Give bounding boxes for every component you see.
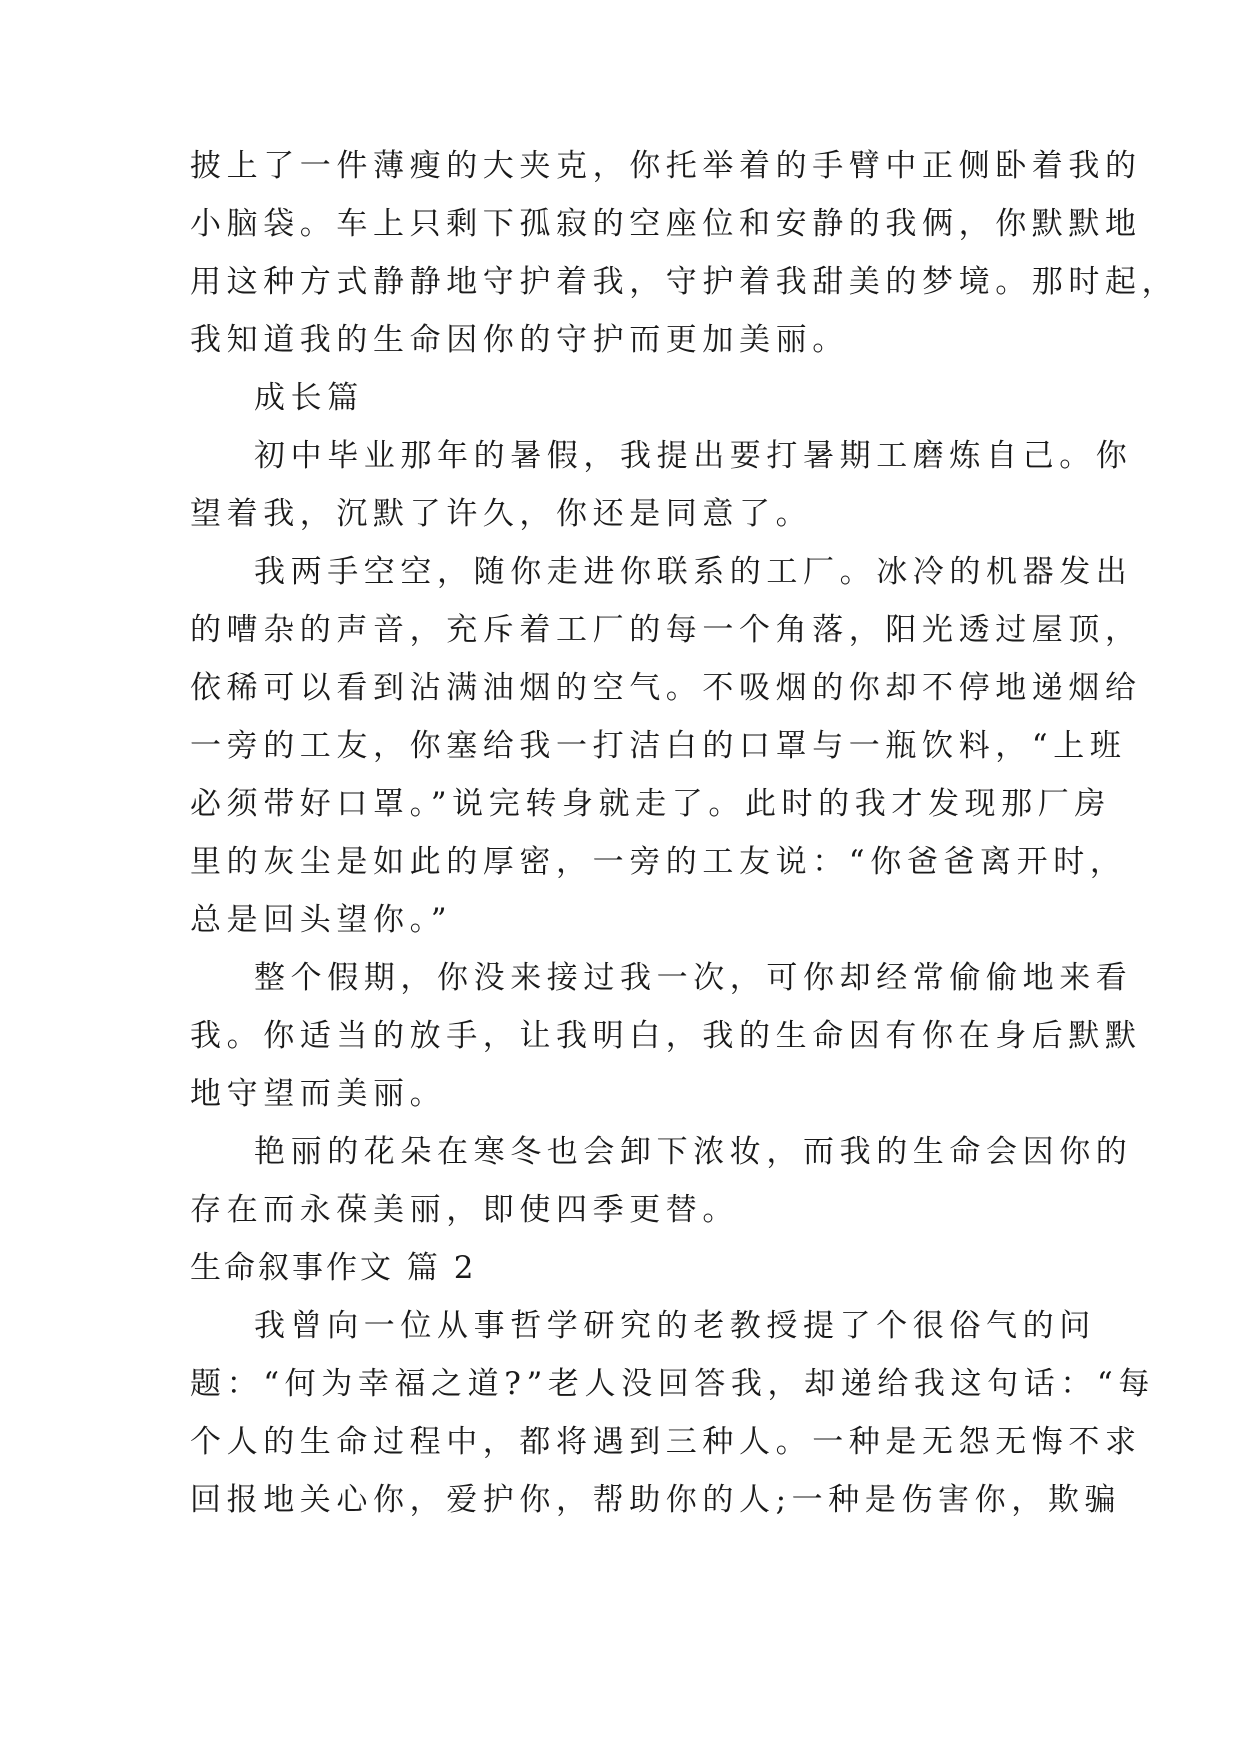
text-line: 我知道我的生命因你的守护而更加美丽。 [190, 322, 849, 358]
text-line: 的嘈杂的声音，充斥着工厂的每一个角落，阳光透过屋顶， [190, 612, 1142, 648]
text-line: 整个假期，你没来接过我一次，可你却经常偷偷地来看 [254, 960, 1133, 996]
body-text [190, 137, 1179, 1529]
text-line: 用这种方式静静地守护着我，守护着我甜美的梦境。那时起， [190, 264, 1179, 300]
text-line: 地守望而美丽。 [190, 1076, 447, 1112]
text-line: 初中毕业那年的暑假，我提出要打暑期工磨炼自己。你 [254, 438, 1133, 474]
text-line: 题：“何为幸福之道?”老人没回答我，却递给我这句话：“每 [190, 1366, 1155, 1402]
text-line: 存在而永葆美丽，即使四季更替。 [190, 1192, 739, 1228]
text-line: 回报地关心你，爱护你，帮助你的人;一种是伤害你，欺骗 [190, 1482, 1122, 1518]
text-line: 艳丽的花朵在寒冬也会卸下浓妆，而我的生命会因你的 [254, 1134, 1133, 1170]
text-line: 我。你适当的放手，让我明白，我的生命因有你在身后默默 [190, 1018, 1142, 1054]
text-line: 里的灰尘是如此的厚密，一旁的工友说：“你爸爸离开时， [190, 844, 1127, 880]
section-heading: 成长篇 [254, 380, 364, 416]
article-heading: 生命叙事作文 篇 2 [190, 1250, 477, 1286]
text-line: 小脑袋。车上只剩下孤寂的空座位和安静的我俩，你默默地 [190, 206, 1142, 242]
text-line: 总是回头望你。” [190, 902, 453, 938]
text-line: 我两手空空，随你走进你联系的工厂。冰冷的机器发出 [254, 554, 1133, 590]
text-line: 一旁的工友，你塞给我一打洁白的口罩与一瓶饮料，“上班 [190, 728, 1127, 764]
text-line: 我曾向一位从事哲学研究的老教授提了个很俗气的问 [254, 1308, 1096, 1344]
text-line: 披上了一件薄瘦的大夹克，你托举着的手臂中正侧卧着我的 [190, 148, 1142, 184]
text-line: 必须带好口罩。”说完转身就走了。此时的我才发现那厂房 [190, 786, 1111, 822]
text-line: 依稀可以看到沾满油烟的空气。不吸烟的你却不停地递烟给 [190, 670, 1142, 706]
text-line: 望着我，沉默了许久，你还是同意了。 [190, 496, 813, 532]
text-line: 个人的生命过程中，都将遇到三种人。一种是无怨无悔不求 [190, 1424, 1142, 1460]
